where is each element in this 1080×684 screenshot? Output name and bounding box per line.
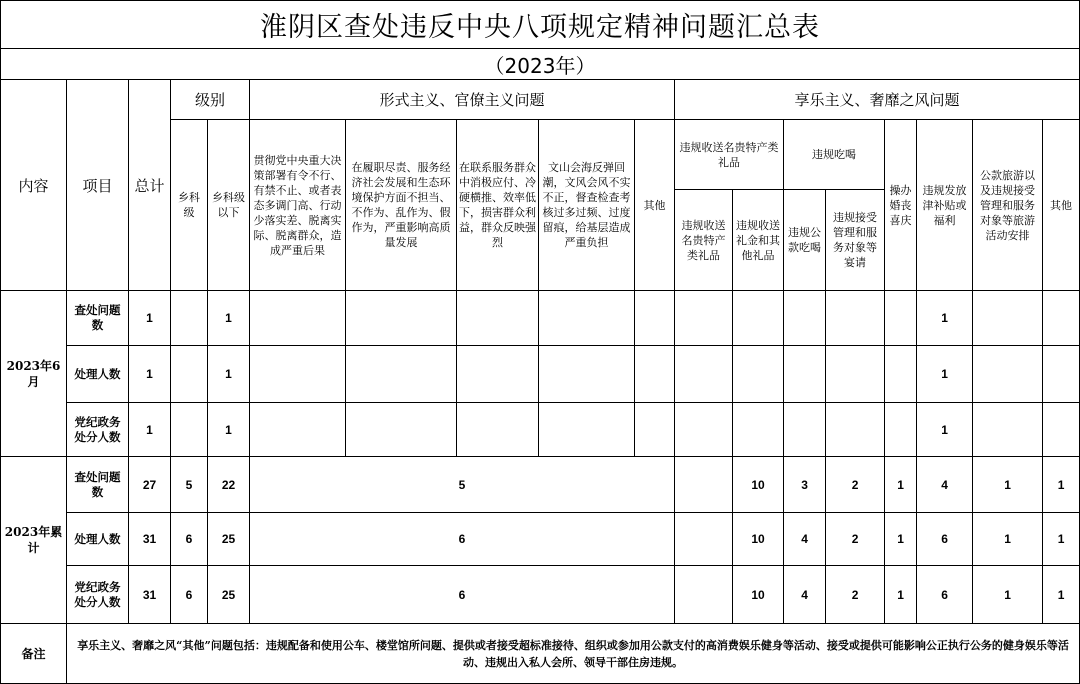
table-row	[1, 346, 1080, 403]
cell-other: 1	[1043, 457, 1080, 513]
cell-travel	[973, 403, 1043, 457]
cell-other	[1043, 346, 1080, 403]
header-travel: 公款旅游以及违规接受管理和服务对象等旅游活动安排	[973, 120, 1043, 291]
cell-township: 5	[171, 457, 208, 513]
cell-gift-b	[733, 291, 784, 346]
cell-wedding: 1	[885, 566, 917, 624]
cell-eat-b: 2	[826, 457, 885, 513]
cell-township	[171, 346, 208, 403]
cell-below-township: 22	[208, 457, 250, 513]
row-item: 查处问题数	[67, 291, 129, 346]
cell-township	[171, 403, 208, 457]
header-formalism-4: 文山会海反弹回潮，文风会风不实不正，督查检查考核过多过频、过度留痕，给基层造成严重负担	[539, 120, 635, 291]
period-label: 2023年累计	[1, 457, 67, 624]
cell-f4	[539, 291, 635, 346]
cell-township: 6	[171, 513, 208, 566]
header-formalism-2: 在履职尽责、服务经济社会发展和生态环境保护方面不担当、不作为、乱作为、假作为，严重影响高质量发展	[346, 120, 457, 291]
cell-other: 1	[1043, 566, 1080, 624]
cell-formalism: 6	[250, 566, 675, 624]
cell-total: 31	[129, 566, 171, 624]
cell-wedding: 1	[885, 513, 917, 566]
cell-below-township: 1	[208, 346, 250, 403]
cell-wedding	[885, 346, 917, 403]
cell-wedding	[885, 403, 917, 457]
cell-subsidy: 6	[917, 566, 973, 624]
cell-gift-b: 10	[733, 513, 784, 566]
cell-f1	[250, 346, 346, 403]
cell-gift-a	[675, 457, 733, 513]
cell-travel	[973, 346, 1043, 403]
cell-gift-b: 10	[733, 566, 784, 624]
table-row	[1, 513, 1080, 566]
cell-formalism	[346, 346, 457, 403]
cell-below-township: 25	[208, 566, 250, 624]
cell-total: 27	[129, 457, 171, 513]
cell-f3	[457, 291, 539, 346]
cell-wedding: 1	[885, 457, 917, 513]
cell-subsidy: 1	[917, 346, 973, 403]
header-gift-b: 违规收送礼金和其他礼品	[733, 190, 784, 291]
cell-township: 6	[171, 566, 208, 624]
header-total: 总计	[129, 80, 171, 291]
cell-other: 1	[1043, 513, 1080, 566]
period-label: 2023年6月	[1, 291, 67, 457]
cell-total: 1	[129, 291, 171, 346]
cell-subsidy: 1	[917, 291, 973, 346]
table-row	[1, 566, 1080, 624]
cell-f4	[539, 346, 635, 403]
cell-subsidy: 1	[917, 403, 973, 457]
cell-travel: 1	[973, 566, 1043, 624]
header-eat-group: 违规吃喝	[784, 120, 885, 190]
header-item: 项目	[67, 80, 129, 291]
header-hedonism-other: 其他	[1043, 120, 1080, 291]
summary-table	[0, 79, 1080, 684]
table-row	[1, 457, 1080, 513]
cell-gift-a	[675, 566, 733, 624]
cell-f3	[457, 403, 539, 457]
cell-wedding	[885, 291, 917, 346]
header-eat-a: 违规公款吃喝	[784, 190, 826, 291]
cell-gift-a	[675, 403, 733, 457]
header-formalism: 形式主义、官僚主义问题	[250, 80, 675, 120]
remarks-row	[1, 624, 1080, 684]
cell-f-other	[635, 346, 675, 403]
cell-total: 1	[129, 346, 171, 403]
cell-subsidy: 6	[917, 513, 973, 566]
year-subtitle: （2023年）	[0, 48, 1080, 80]
cell-travel: 1	[973, 513, 1043, 566]
header-township: 乡科级	[171, 120, 208, 291]
cell-eat-a: 4	[784, 566, 826, 624]
cell-f4	[539, 403, 635, 457]
cell-gift-a	[675, 513, 733, 566]
header-subsidy: 违规发放津补贴或福利	[917, 120, 973, 291]
cell-f-other	[635, 403, 675, 457]
header-below-township: 乡科级以下	[208, 120, 250, 291]
remarks-label: 备注	[1, 624, 67, 684]
cell-f-other	[635, 291, 675, 346]
cell-eat-b: 2	[826, 513, 885, 566]
cell-f1	[250, 291, 346, 346]
page-title: 淮阴区查处违反中央八项规定精神问题汇总表	[0, 0, 1080, 48]
cell-formalism: 5	[250, 457, 675, 513]
cell-eat-a	[784, 291, 826, 346]
table-row	[1, 291, 1080, 346]
remarks-text: 享乐主义、奢靡之风“其他”问题包括：违规配备和使用公车、楼堂馆所问题、提供或者接受超标准接待、组织或参加用公款支付的高消费娱乐健身等活动、接受或提供可能影响公正执行公务的健身娱乐等活动、违规出入私人会所、领导干部住房违规。	[67, 624, 1080, 684]
row-item: 党纪政务处分人数	[67, 403, 129, 457]
cell-gift-a	[675, 346, 733, 403]
header-gift-a: 违规收送名贵特产类礼品	[675, 190, 733, 291]
header-hedonism: 享乐主义、奢靡之风问题	[675, 80, 1080, 120]
cell-f3	[457, 346, 539, 403]
cell-eat-a: 3	[784, 457, 826, 513]
header-wedding: 操办婚丧喜庆	[885, 120, 917, 291]
cell-formalism	[346, 403, 457, 457]
cell-gift-b: 10	[733, 457, 784, 513]
cell-formalism	[346, 291, 457, 346]
cell-below-township: 1	[208, 403, 250, 457]
row-item: 处理人数	[67, 513, 129, 566]
header-formalism-1: 贯彻党中央重大决策部署有令不行、有禁不止、或者表态多调门高、行动少落实差、脱离实际、脱离群众，造成严重后果	[250, 120, 346, 291]
cell-eat-a: 4	[784, 513, 826, 566]
cell-travel	[973, 291, 1043, 346]
header-gift-group: 违规收送名贵特产类礼品	[675, 120, 784, 190]
cell-eat-a	[784, 403, 826, 457]
cell-other	[1043, 291, 1080, 346]
cell-gift-a	[675, 291, 733, 346]
cell-gift-b	[733, 346, 784, 403]
cell-below-township: 25	[208, 513, 250, 566]
cell-below-township: 1	[208, 291, 250, 346]
cell-total: 1	[129, 403, 171, 457]
row-item: 查处问题数	[67, 457, 129, 513]
header-eat-b: 违规接受管理和服务对象等宴请	[826, 190, 885, 291]
cell-eat-b	[826, 291, 885, 346]
cell-formalism: 6	[250, 513, 675, 566]
cell-f1	[250, 403, 346, 457]
row-item: 党纪政务处分人数	[67, 566, 129, 624]
cell-eat-b: 2	[826, 566, 885, 624]
header-formalism-3: 在联系服务群众中消极应付、冷硬横推、效率低下，损害群众利益，群众反映强烈	[457, 120, 539, 291]
table-row	[1, 403, 1080, 457]
cell-eat-a	[784, 346, 826, 403]
cell-eat-b	[826, 346, 885, 403]
cell-gift-b	[733, 403, 784, 457]
cell-eat-b	[826, 403, 885, 457]
cell-subsidy: 4	[917, 457, 973, 513]
header-content: 内容	[1, 80, 67, 291]
cell-travel: 1	[973, 457, 1043, 513]
cell-township	[171, 291, 208, 346]
row-item: 处理人数	[67, 346, 129, 403]
header-level: 级别	[171, 80, 250, 120]
cell-other	[1043, 403, 1080, 457]
header-formalism-other: 其他	[635, 120, 675, 291]
header-row-1	[1, 80, 1080, 120]
cell-total: 31	[129, 513, 171, 566]
